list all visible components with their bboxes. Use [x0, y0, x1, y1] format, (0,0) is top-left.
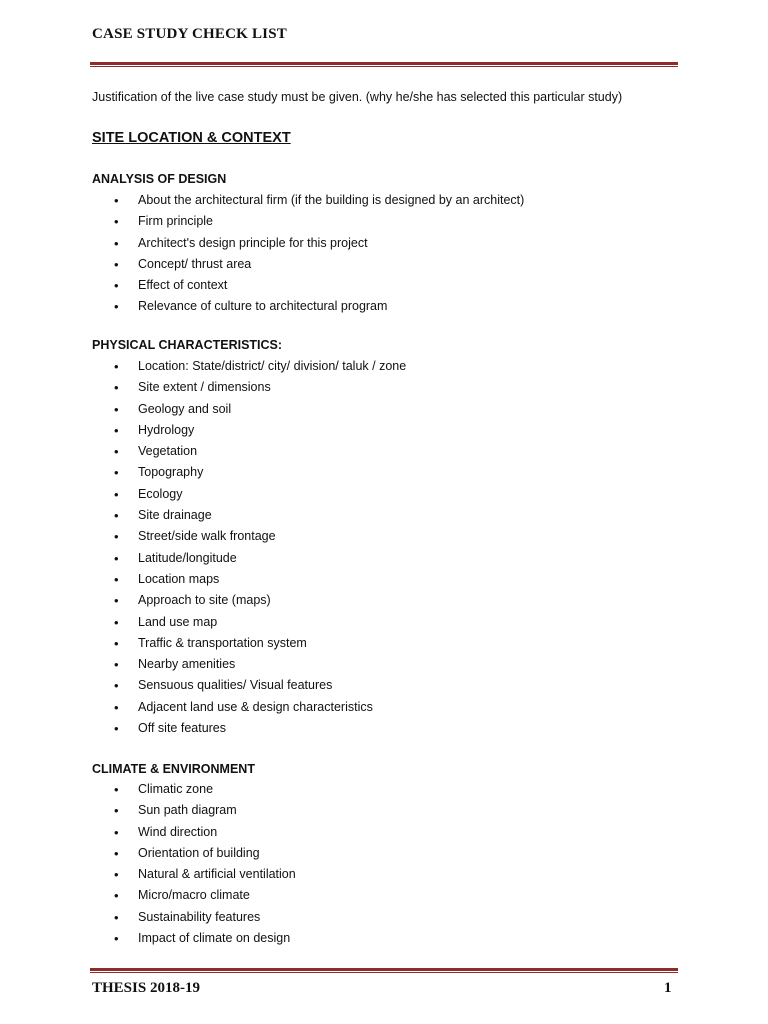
list-item: • Climatic zone [92, 779, 296, 800]
list-item: • Approach to site (maps) [92, 590, 406, 611]
list-item: • Sensuous qualities/ Visual features [92, 675, 406, 696]
list-item: • Traffic & transportation system [92, 633, 406, 654]
physical-heading: PHYSICAL CHARACTERISTICS: [92, 338, 283, 352]
climate-list [92, 779, 296, 949]
justification-text: Justification of the live case study must be given. (why he/she has selected this particular study) [92, 90, 623, 104]
list-item: • Topography [92, 462, 406, 483]
list-item: • Location maps [92, 569, 406, 590]
list-item: • Street/side walk frontage [92, 526, 406, 547]
list-item: • Wind direction [92, 822, 296, 843]
section-title: SITE LOCATION & CONTEXT [92, 130, 291, 146]
list-item: • Architect's design principle for this project [92, 233, 524, 254]
list-item: • About the architectural firm (if the building is designed by an architect) [92, 190, 524, 211]
list-item: • Off site features [92, 718, 406, 739]
list-item: • Micro/macro climate [92, 885, 296, 906]
physical-list [92, 356, 406, 739]
list-item: • Sustainability features [92, 907, 296, 928]
list-item: • Firm principle [92, 211, 524, 232]
list-item: • Concept/ thrust area [92, 254, 524, 275]
list-item: • Sun path diagram [92, 800, 296, 821]
list-item: • Effect of context [92, 275, 524, 296]
list-item: • Geology and soil [92, 399, 406, 420]
list-item: • Adjacent land use & design characteristics [92, 697, 406, 718]
list-item: • Nearby amenities [92, 654, 406, 675]
header-rule [90, 62, 678, 67]
list-item: • Site extent / dimensions [92, 377, 406, 398]
list-item: • Land use map [92, 612, 406, 633]
list-item: • Vegetation [92, 441, 406, 462]
list-item: • Orientation of building [92, 843, 296, 864]
list-item: • Natural & artificial ventilation [92, 864, 296, 885]
climate-heading: CLIMATE & ENVIRONMENT [92, 762, 255, 776]
page-number: 1 [664, 980, 672, 996]
analysis-heading: ANALYSIS OF DESIGN [92, 172, 227, 186]
list-item: • Site drainage [92, 505, 406, 526]
list-item: • Latitude/longitude [92, 548, 406, 569]
list-item: • Ecology [92, 484, 406, 505]
analysis-list [92, 190, 524, 318]
page-title: CASE STUDY CHECK LIST [92, 26, 287, 42]
footer-title: THESIS 2018-19 [92, 980, 200, 996]
footer-rule [90, 968, 678, 973]
list-item: • Impact of climate on design [92, 928, 296, 949]
list-item: • Hydrology [92, 420, 406, 441]
list-item: • Location: State/district/ city/ division/ taluk / zone [92, 356, 406, 377]
list-item: • Relevance of culture to architectural program [92, 296, 524, 317]
